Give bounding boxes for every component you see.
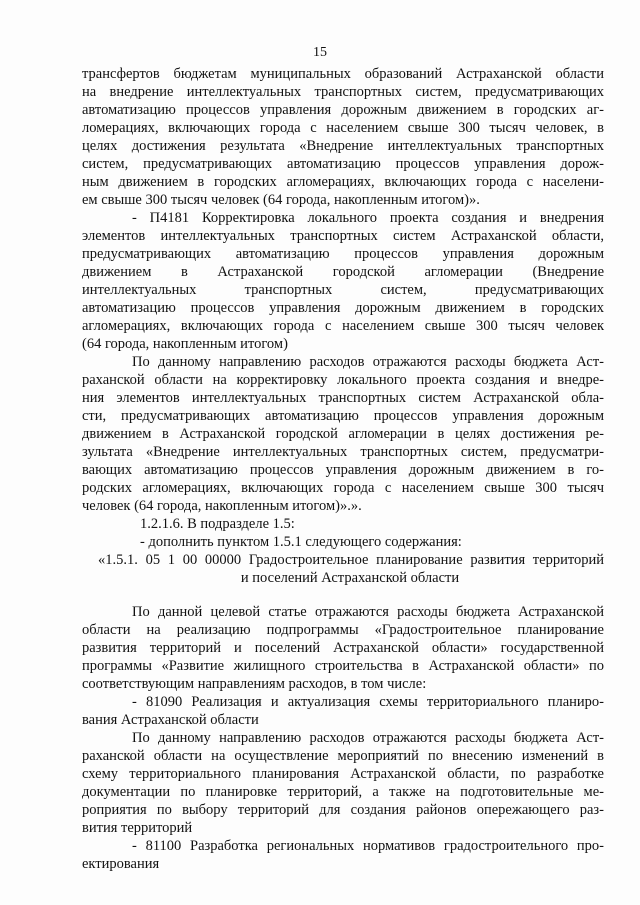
text-line: агломерациях, включающих города с населением свыше 300 тысяч человек: [82, 318, 604, 334]
text-line: человек (64 города, накопленным итогом)».».: [82, 498, 362, 514]
text-line: автоматизацию процессов управления дорожным движением в городских аг-: [82, 102, 604, 118]
text-line: По данной целевой статье отражаются расходы бюджета Астраханской: [132, 604, 604, 620]
text-line: - П4181 Корректировка локального проекта создания и внедрения: [132, 210, 604, 226]
text-line: вития территорий: [82, 820, 193, 836]
text-line: схему территориального планирования Астраханской области, по разработке: [82, 766, 604, 782]
text-line: вающих автоматизацию процессов управления дорожным движением в го-: [82, 462, 604, 478]
text-line: (64 города, накопленным итогом): [82, 336, 288, 352]
text-line: - 81100 Разработка региональных нормативов градостроительного про-: [132, 838, 604, 854]
text-line: По данному направлению расходов отражаются расходы бюджета Аст-: [132, 354, 604, 370]
text-line: трансфертов бюджетам муниципальных образований Астраханской области: [82, 66, 604, 82]
text-line: 1.2.1.6. В подразделе 1.5:: [140, 516, 295, 532]
text-line: движением в Астраханской городской агломерации в целях достижения ре-: [82, 426, 604, 442]
text-line: раханской области на осуществление мероприятий по внесению изменений в: [82, 748, 604, 764]
text-line: зультата «Внедрение интеллектуальных транспортных систем, предусматри-: [82, 444, 604, 460]
page-number: 15: [313, 45, 327, 60]
text-line: - дополнить пунктом 1.5.1 следующего содержания:: [140, 534, 462, 550]
text-line: ломерациях, включающих города с населением свыше 300 тысяч человек, в: [82, 120, 604, 136]
text-line: целях достижения результата «Внедрение интеллектуальных транспортных: [82, 138, 604, 154]
text-line: элементов интеллектуальных транспортных систем Астраханской области,: [82, 228, 604, 244]
text-line: - 81090 Реализация и актуализация схемы территориального планиро-: [132, 694, 604, 710]
text-line: раханской области на корректировку локального проекта создания и внедре-: [82, 372, 604, 388]
text-line: роприятия по выбору территорий для создания районов опережающего раз-: [82, 802, 604, 818]
text-line: интеллектуальных транспортных систем, предусматривающих: [82, 282, 604, 298]
text-line: программы «Развитие жилищного строительства в Астраханской области» по: [82, 658, 604, 674]
text-line: и поселений Астраханской области: [240, 570, 460, 586]
text-line: соответствующим направлениям расходов, в том числе:: [82, 676, 427, 692]
text-line: автоматизацию процессов управления дорожным движением в городских: [82, 300, 604, 316]
text-line: вания Астраханской области: [82, 712, 259, 728]
text-line: предусматривающих автоматизацию процессов управления дорожным: [82, 246, 604, 262]
text-line: сти, предусматривающих автоматизацию процессов управления дорожным: [82, 408, 604, 424]
text-line: развития территорий и поселений Астраханской области» государственной: [82, 640, 604, 656]
text-line: движением в Астраханской городской агломерации (Внедрение: [82, 264, 604, 280]
text-line: ным движением в городских агломерациях, включающих города с населени-: [82, 174, 604, 190]
text-line: документации по планировке территорий, а также на подготовительные ме-: [82, 784, 604, 800]
text-line: родских агломерациях, включающих города с населением свыше 300 тысяч: [82, 480, 604, 496]
text-line: «1.5.1. 05 1 00 00000 Градостроительное планирование развития территорий: [98, 552, 604, 568]
text-line: ектирования: [82, 856, 160, 872]
text-line: ем свыше 300 тысяч человек (64 города, накопленным итогом)».: [82, 192, 480, 208]
text-line: на внедрение интеллектуальных транспортных систем, предусматривающих: [82, 84, 604, 100]
text-line: По данному направлению расходов отражаются расходы бюджета Аст-: [132, 730, 604, 746]
text-line: систем, предусматривающих автоматизацию процессов управления дорож-: [82, 156, 604, 172]
text-line: области на реализацию подпрограммы «Градостроительное планирование: [82, 622, 604, 638]
text-line: ния элементов интеллектуальных транспортных систем Астраханской обла-: [82, 390, 604, 406]
